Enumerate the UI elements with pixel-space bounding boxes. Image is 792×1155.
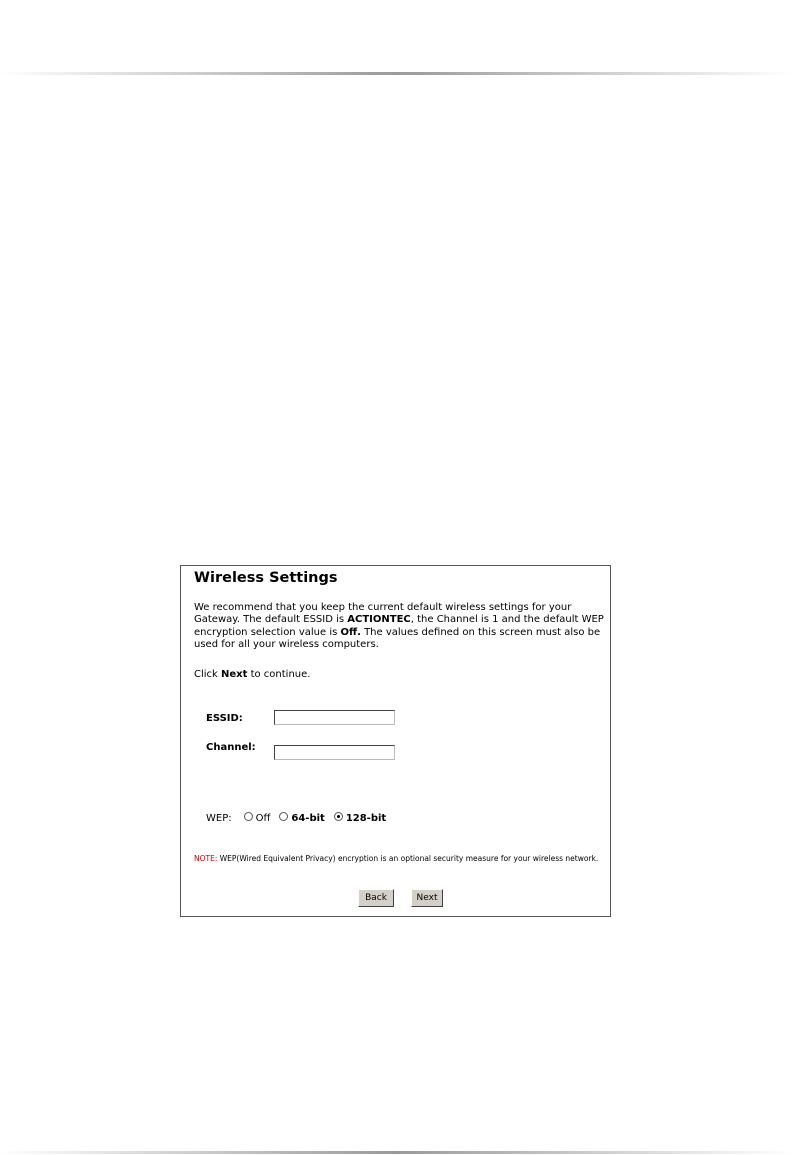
wep-off-radio[interactable]	[244, 812, 253, 821]
channel-input[interactable]	[274, 745, 395, 760]
click-next-word: Next	[221, 669, 248, 680]
next-button[interactable]: Next	[411, 889, 443, 907]
channel-label: Channel:	[206, 742, 256, 753]
back-button[interactable]: Back	[358, 889, 394, 907]
wep-option-128bit[interactable]	[334, 813, 386, 824]
click-suffix: to continue.	[247, 669, 311, 680]
essid-input[interactable]	[274, 710, 395, 725]
intro-text-1: We recommend that you keep the current default wireless settings for your Gateway. The default ESSID is	[194, 602, 572, 626]
wep-off-label: Off	[255, 813, 271, 824]
page-title: Wireless Settings	[194, 570, 338, 586]
bottom-divider	[0, 1151, 792, 1154]
click-prefix: Click	[194, 669, 222, 680]
wep-option-64bit[interactable]	[279, 813, 324, 824]
wep-64bit-label: 64-bit	[291, 813, 325, 824]
essid-label: ESSID:	[206, 713, 243, 724]
intro-paragraph	[194, 602, 614, 651]
top-divider	[0, 72, 792, 75]
wep-128bit-radio[interactable]	[334, 812, 343, 821]
wep-note	[194, 854, 604, 864]
intro-text-3: The values defined on this screen must also be used for all your wireless computers.	[194, 626, 601, 650]
wep-selector	[206, 813, 395, 824]
wep-option-off[interactable]	[244, 813, 271, 824]
click-next-instruction	[194, 669, 310, 680]
wep-label: WEP:	[206, 813, 232, 824]
wep-128bit-label: 128-bit	[345, 813, 387, 824]
wep-default-value: Off.	[340, 626, 361, 638]
wireless-settings-panel	[180, 565, 611, 917]
essid-default-value: ACTIONTEC	[347, 614, 411, 626]
intro-text-2: , the Channel is 1 and the default WEP encryption selection value is	[194, 614, 604, 638]
note-text: WEP(Wired Equivalent Privacy) encryption is an optional security measure for your wireless network.	[217, 854, 599, 863]
wep-64bit-radio[interactable]	[279, 812, 288, 821]
note-prefix: NOTE:	[194, 854, 218, 863]
